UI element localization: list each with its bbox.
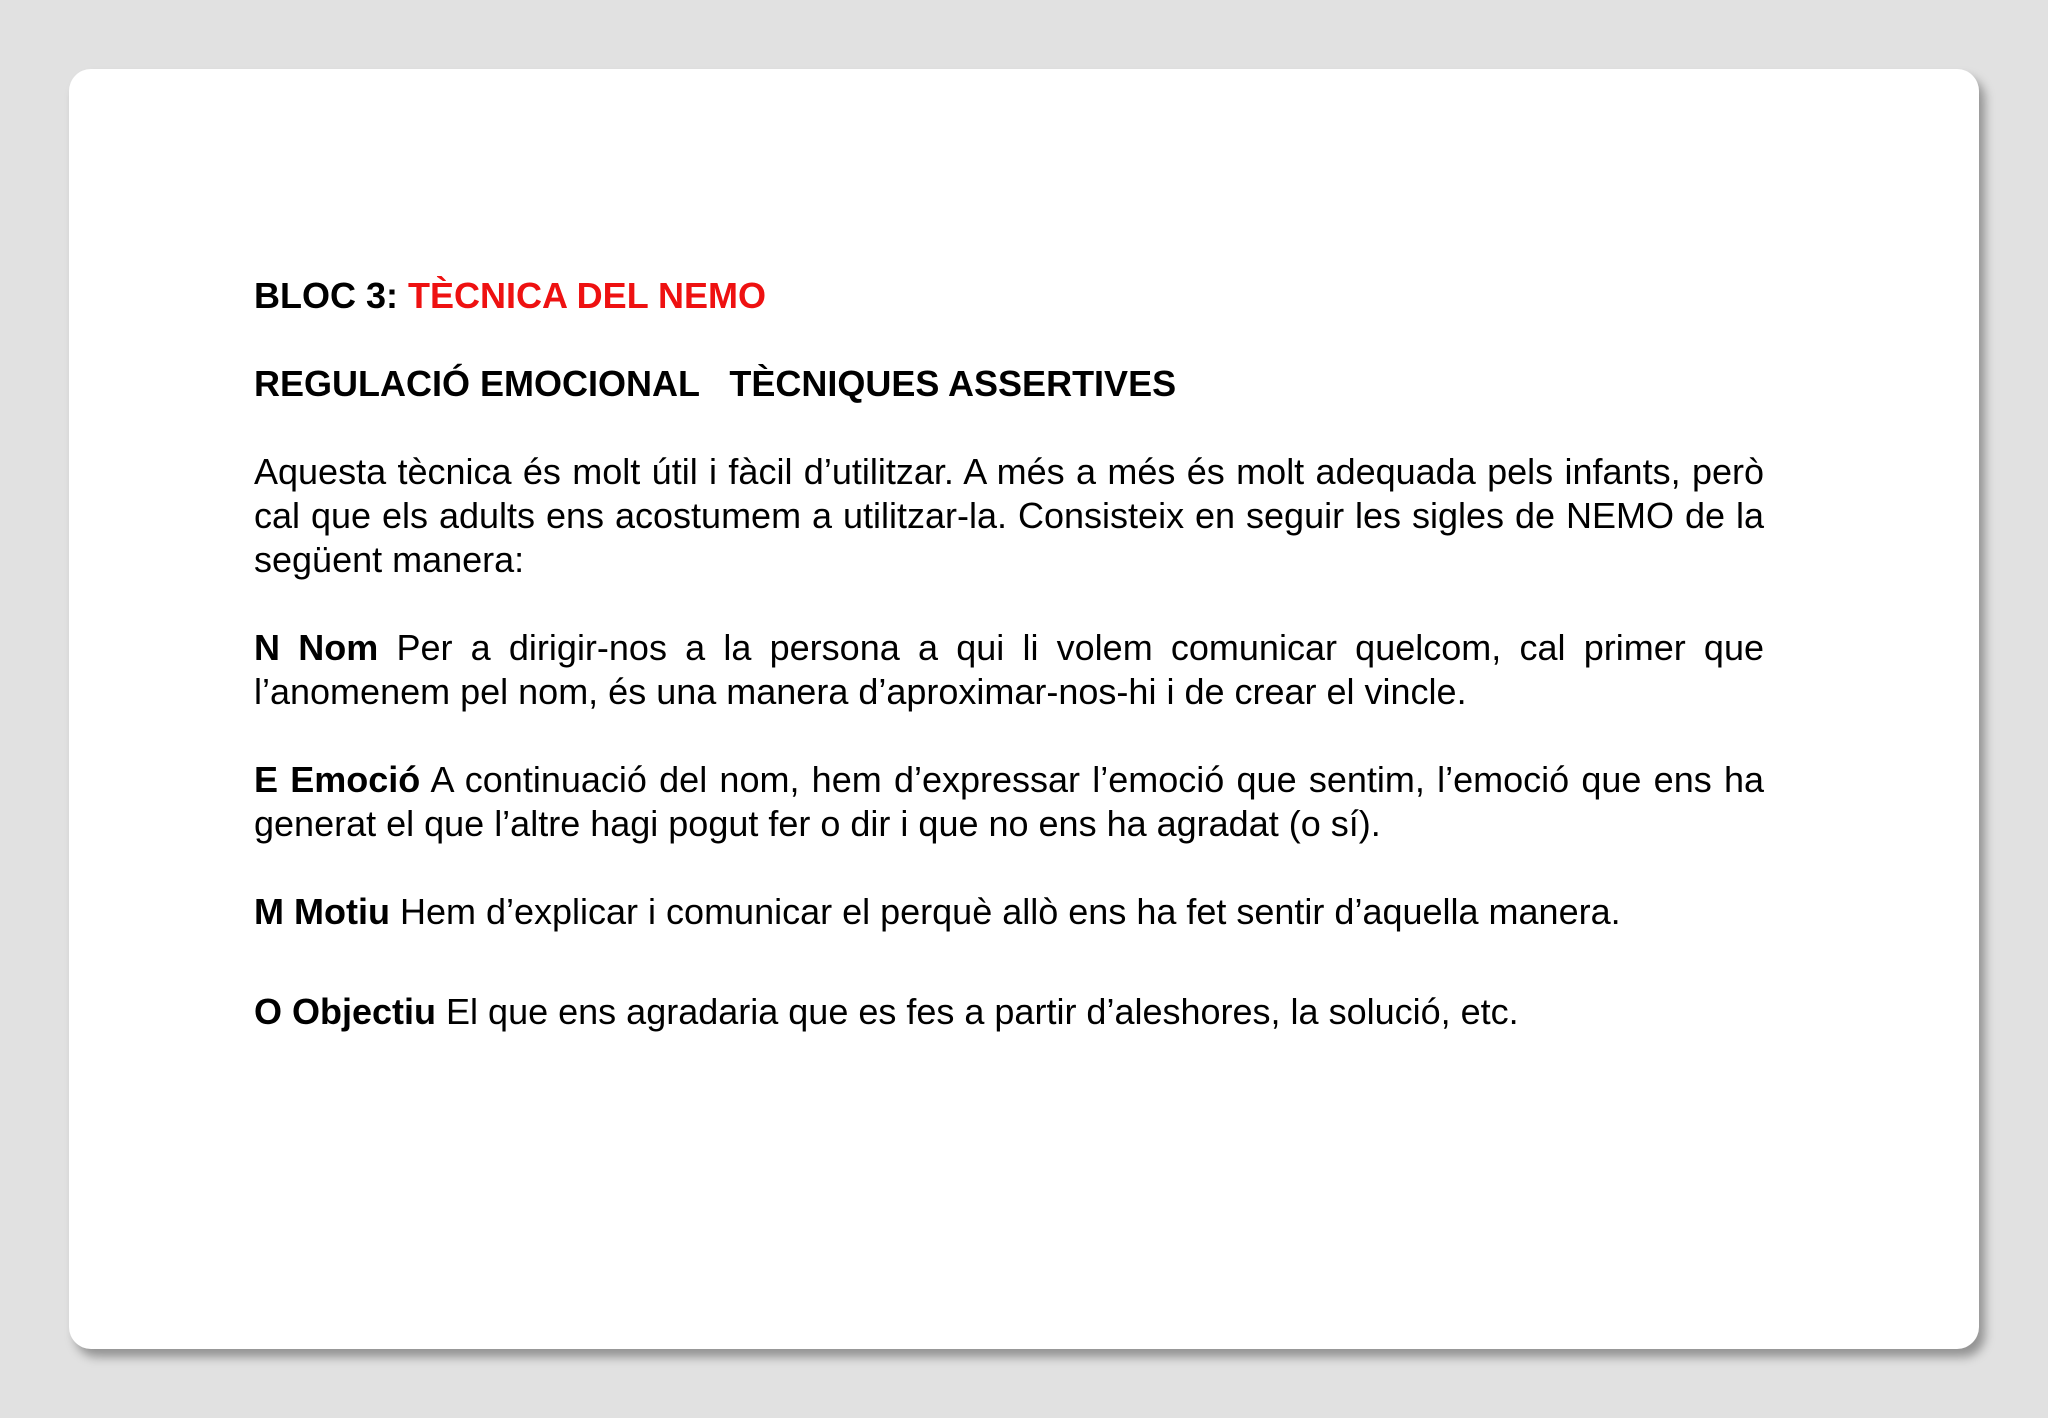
nemo-item-m [254,890,1764,934]
nemo-term-o: O Objectiu [254,991,437,1032]
nemo-term-m: M Motiu [254,891,390,932]
nemo-text-n: Per a dirigir-nos a la persona a qui li volem comunicar quelcom, cal primer que l’anomenem pel nom, és una manera d’aproximar-nos-hi i de crear el vincle. [254,627,1764,712]
slide [69,69,1979,1349]
nemo-term-e: E Emoció [254,759,421,800]
nemo-item-o [254,990,1764,1034]
nemo-text-e: A continuació del nom, hem d’expressar l’emoció que sentim, l’emoció que ens ha generat el que l’altre hagi pogut fer o dir i que no ens ha agradat (o sí). [254,759,1764,844]
nemo-term-n: N Nom [254,627,379,668]
nemo-text-o: El que ens agradaria que es fes a partir d’aleshores, la solució, etc. [446,991,1519,1032]
block-prefix: BLOC 3: [254,275,398,316]
block-title: TÈCNICA DEL NEMO [408,275,767,316]
slide-content [254,274,1764,1034]
block-heading [254,274,1764,318]
intro-paragraph: Aquesta tècnica és molt útil i fàcil d’utilitzar. A més a més és molt adequada pels infants, però cal que els adults ens acostumem a utilitzar-la. Consisteix en seguir les sigles de NEMO de la següent manera: [254,451,1764,580]
nemo-item-n [254,626,1764,714]
section-subheading: REGULACIÓ EMOCIONAL TÈCNIQUES ASSERTIVES [254,363,1177,404]
nemo-item-e [254,758,1764,846]
nemo-text-m: Hem d’explicar i comunicar el perquè allò ens ha fet sentir d’aquella manera. [399,891,1621,932]
